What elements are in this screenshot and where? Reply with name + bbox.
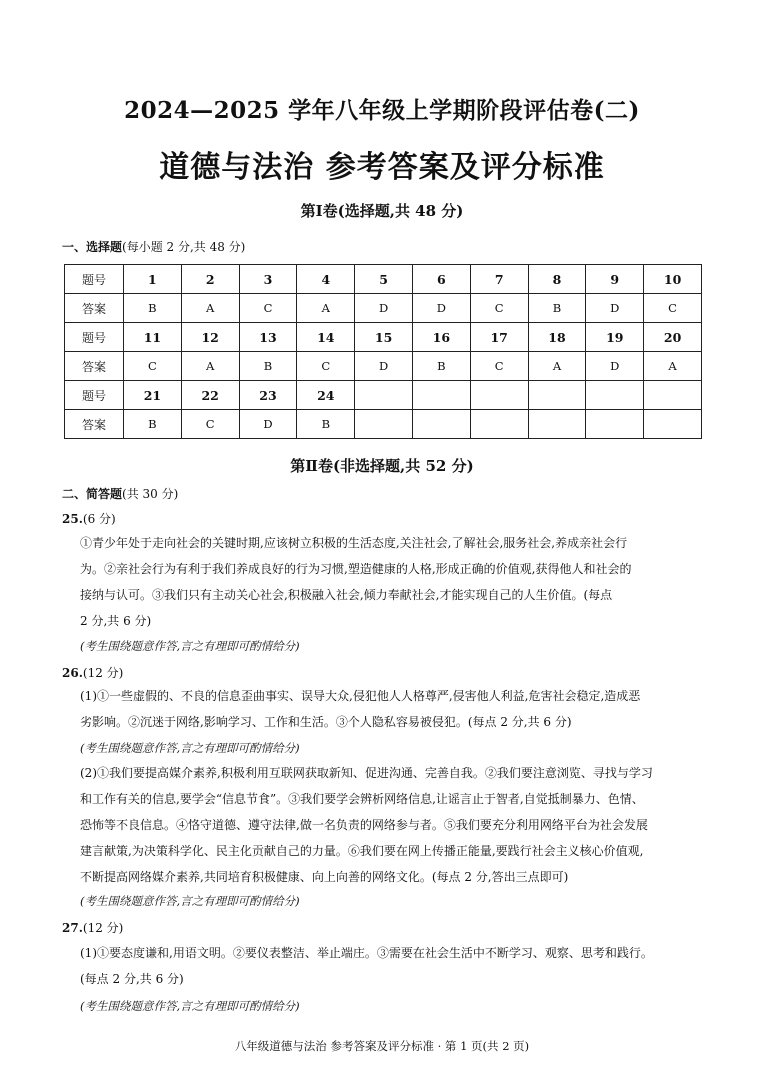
question-number-cell: 11 [124, 323, 182, 352]
answer-row [65, 352, 702, 381]
answer-cell: A [528, 352, 586, 381]
question-number-cell: 3 [239, 265, 297, 294]
row-label-question: 题号 [65, 265, 124, 294]
answer-line: 劣影响。②沉迷于网络,影响学习、工作和生活。③个人隐私容易被侵犯。(每点 2 分,共 6 分) [80, 715, 572, 729]
section2-note: (共 30 分) [122, 487, 179, 501]
answer-cell [412, 410, 470, 439]
question-26-part1-answer [80, 683, 706, 735]
question-26-number: 26. [62, 666, 83, 680]
answer-table [64, 264, 702, 439]
question-number-cell: 5 [355, 265, 413, 294]
question-25-answer [80, 530, 706, 634]
answer-line: ①青少年处于走向社会的关键时期,应该树立积极的生活态度,关注社会,了解社会,服务社会,养成亲社会行 [80, 536, 628, 550]
answer-line: 为。②亲社会行为有利于我们养成良好的行为习惯,塑造健康的人格,形成正确的价值观,获得他人和社会的 [80, 562, 632, 576]
question-number-cell: 18 [528, 323, 586, 352]
question-number-cell: 1 [124, 265, 182, 294]
question-number-cell: 17 [470, 323, 528, 352]
answer-cell: A [181, 294, 239, 323]
question-number-cell: 9 [586, 265, 644, 294]
section1-heading [62, 238, 245, 255]
question-25-score: (6 分) [82, 512, 116, 526]
answer-cell: B [239, 352, 297, 381]
question-26-header [62, 664, 123, 681]
question-27-number: 27. [62, 921, 83, 935]
question-25-number: 25. [62, 512, 83, 526]
part1-title: 第Ⅰ卷(选择题,共 48 分) [300, 202, 464, 220]
section1-title: 一、选择题 [62, 240, 123, 254]
question-26-part2-answer [80, 760, 706, 890]
exam-title: 2024—2025 学年八年级上学期阶段评估卷(二) [124, 97, 640, 124]
grading-note: (考生围绕题意作答,言之有理即可酌情给分) [80, 999, 300, 1013]
answer-cell: B [124, 294, 182, 323]
question-number-cell: 19 [586, 323, 644, 352]
answer-cell: B [124, 410, 182, 439]
answer-cell: C [470, 352, 528, 381]
answer-cell: A [644, 352, 702, 381]
section1-note: (每小题 2 分,共 48 分) [122, 240, 246, 254]
answer-cell: C [470, 294, 528, 323]
grading-note: (考生围绕题意作答,言之有理即可酌情给分) [80, 894, 300, 908]
answer-cell: C [181, 410, 239, 439]
answer-line: 不断提高网络媒介素养,共同培育积极健康、向上向善的网络文化。(每点 2 分,答出三点即可) [80, 870, 569, 884]
row-label-answer: 答案 [65, 410, 124, 439]
answer-cell: C [124, 352, 182, 381]
answer-cell: D [586, 352, 644, 381]
question-number-cell [355, 381, 413, 410]
question-number-cell: 10 [644, 265, 702, 294]
answer-row [65, 410, 702, 439]
answer-line: 2 分,共 6 分) [80, 614, 152, 628]
answer-cell: B [412, 352, 470, 381]
question-number-cell: 2 [181, 265, 239, 294]
question-number-row [65, 381, 702, 410]
answer-cell: D [239, 410, 297, 439]
question-number-cell: 20 [644, 323, 702, 352]
answer-cell: C [644, 294, 702, 323]
answer-cell: D [355, 352, 413, 381]
question-number-cell: 4 [297, 265, 355, 294]
part2-title: 第Ⅱ卷(非选择题,共 52 分) [290, 457, 474, 475]
answer-cell: A [297, 294, 355, 323]
answer-cell [528, 410, 586, 439]
question-number-cell: 6 [412, 265, 470, 294]
answer-cell: A [181, 352, 239, 381]
answer-line: (1)①要态度谦和,用语文明。②要仪表整洁、举止端庄。③需要在社会生活中不断学习、观察、思考和践行。 [80, 946, 653, 960]
answer-cell: C [297, 352, 355, 381]
question-number-cell [586, 381, 644, 410]
question-number-cell: 21 [124, 381, 182, 410]
question-number-cell: 22 [181, 381, 239, 410]
answer-line: 和工作有关的信息,要学会“信息节食”。③我们要学会辨析网络信息,让谣言止于智者,自觉抵制暴力、色情、 [80, 792, 644, 806]
section2-title: 二、简答题 [62, 487, 123, 501]
answer-cell: C [239, 294, 297, 323]
section2-heading [62, 485, 178, 502]
row-label-answer: 答案 [65, 294, 124, 323]
question-number-cell: 16 [412, 323, 470, 352]
question-27-part1-answer [80, 940, 706, 992]
answer-cell [586, 410, 644, 439]
question-27-header [62, 919, 123, 936]
answer-cell: B [528, 294, 586, 323]
question-number-cell [412, 381, 470, 410]
question-number-cell: 12 [181, 323, 239, 352]
row-label-answer: 答案 [65, 352, 124, 381]
question-25-header [62, 510, 116, 527]
row-label-question: 题号 [65, 323, 124, 352]
question-number-cell [644, 381, 702, 410]
answer-line: 接纳与认可。③我们只有主动关心社会,积极融入社会,倾力奉献社会,才能实现自己的人生价值。(每点 [80, 588, 613, 602]
question-26-score: (12 分) [82, 666, 124, 680]
answer-line: 恐怖等不良信息。④恪守道德、遵守法律,做一名负责的网络参与者。⑤我们要充分利用网络平台为社会发展 [80, 818, 648, 832]
row-label-question: 题号 [65, 381, 124, 410]
answer-cell: B [297, 410, 355, 439]
question-number-cell: 7 [470, 265, 528, 294]
question-number-cell [528, 381, 586, 410]
question-number-cell: 23 [239, 381, 297, 410]
question-number-row [65, 323, 702, 352]
answer-cell [470, 410, 528, 439]
grading-note: (考生围绕题意作答,言之有理即可酌情给分) [80, 741, 300, 755]
answer-cell: D [412, 294, 470, 323]
question-number-row [65, 265, 702, 294]
answer-line: 建言献策,为决策科学化、民主化贡献自己的力量。⑥我们要在网上传播正能量,要践行社会主义核心价值观, [80, 844, 644, 858]
answer-cell: D [586, 294, 644, 323]
question-number-cell: 8 [528, 265, 586, 294]
answer-cell [355, 410, 413, 439]
question-number-cell [470, 381, 528, 410]
question-27-score: (12 分) [82, 921, 124, 935]
question-number-cell: 15 [355, 323, 413, 352]
answer-cell [644, 410, 702, 439]
answer-row [65, 294, 702, 323]
page-footer: 八年级道德与法治 参考答案及评分标准 · 第 1 页(共 2 页) [234, 1039, 530, 1053]
answer-line: (2)①我们要提高媒介素养,积极利用互联网获取新知、促进沟通、完善自我。②我们要注意浏览、寻找与学习 [80, 766, 653, 780]
question-number-cell: 24 [297, 381, 355, 410]
answer-line: (每点 2 分,共 6 分) [80, 972, 184, 986]
question-number-cell: 14 [297, 323, 355, 352]
question-number-cell: 13 [239, 323, 297, 352]
grading-note: (考生围绕题意作答,言之有理即可酌情给分) [80, 639, 300, 653]
answer-line: (1)①一些虚假的、不良的信息歪曲事实、误导大众,侵犯他人人格尊严,侵害他人利益,危害社会稳定,造成恶 [80, 689, 641, 703]
exam-subtitle: 道德与法治 参考答案及评分标准 [159, 150, 605, 185]
answer-cell: D [355, 294, 413, 323]
